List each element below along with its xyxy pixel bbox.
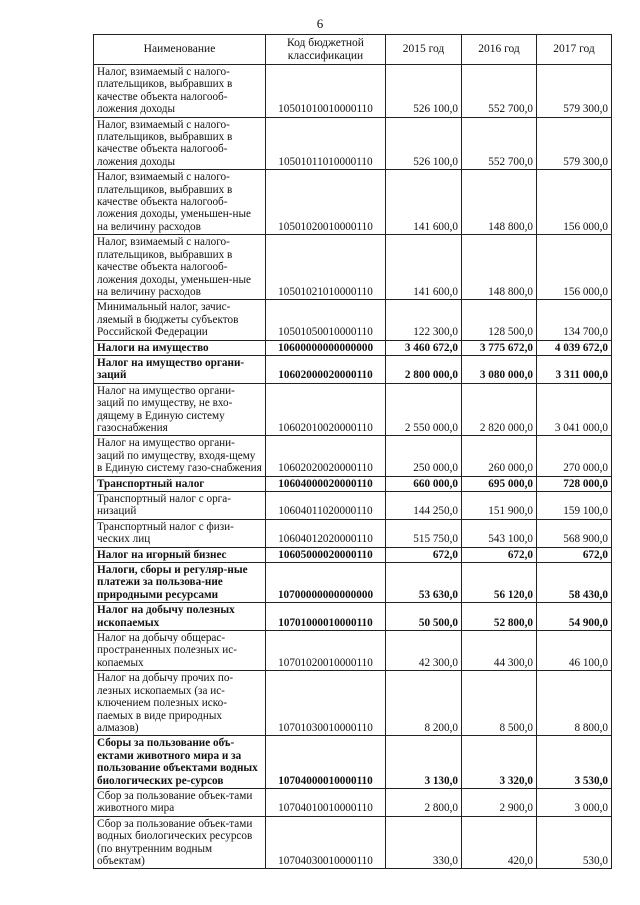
- row-name: Сборы за пользование объ-ектами животного мира и за пользование объектами водных биологических ре-сурсов: [94, 736, 266, 789]
- row-value-2016: 695 000,0: [462, 476, 537, 491]
- row-code: 10602020020000110: [266, 436, 386, 476]
- row-value-2017: 579 300,0: [537, 65, 612, 118]
- row-code: 10701020010000110: [266, 631, 386, 671]
- row-code: 10704030010000110: [266, 816, 386, 869]
- table-row: [94, 436, 612, 476]
- row-value-2015: 141 600,0: [386, 170, 462, 235]
- row-value-2016: 56 120,0: [462, 563, 537, 603]
- row-value-2015: 3 130,0: [386, 736, 462, 789]
- header-code: Код бюджетной классификации: [266, 35, 386, 65]
- row-name: Налог на игорный бизнес: [94, 547, 266, 562]
- table-row: [94, 563, 612, 603]
- row-value-2017: 672,0: [537, 547, 612, 562]
- row-value-2016: 672,0: [462, 547, 537, 562]
- row-value-2016: 2 820 000,0: [462, 383, 537, 436]
- row-value-2015: 8 200,0: [386, 671, 462, 736]
- row-value-2017: 8 800,0: [537, 671, 612, 736]
- table-row: [94, 383, 612, 436]
- row-name: Налог, взимаемый с налого-плательщиков, выбравших в качестве объекта налогооб-ложения доходы, уменьшен-ные на величину расходов: [94, 235, 266, 300]
- row-value-2016: 8 500,0: [462, 671, 537, 736]
- row-value-2016: 148 800,0: [462, 170, 537, 235]
- table-row: [94, 476, 612, 491]
- row-code: 10602000020000110: [266, 355, 386, 383]
- row-value-2017: 54 900,0: [537, 603, 612, 631]
- table-row: [94, 492, 612, 520]
- header-name: Наименование: [94, 35, 266, 65]
- row-code: 10704010010000110: [266, 788, 386, 816]
- row-name: Налог, взимаемый с налого-плательщиков, выбравших в качестве объекта налогооб-ложения доходы: [94, 117, 266, 170]
- row-code: 10604012020000110: [266, 519, 386, 547]
- row-code: 10605000020000110: [266, 547, 386, 562]
- row-code: 10501020010000110: [266, 170, 386, 235]
- row-value-2016: 543 100,0: [462, 519, 537, 547]
- page-number: 6: [316, 16, 324, 31]
- row-code: 10501021010000110: [266, 235, 386, 300]
- row-name: Налог на имущество органи-заций по имуществу, не вхо-дящему в Единую систему газоснабжения: [94, 383, 266, 436]
- row-value-2016: 3 080 000,0: [462, 355, 537, 383]
- row-value-2015: 672,0: [386, 547, 462, 562]
- row-value-2017: 4 039 672,0: [537, 340, 612, 355]
- row-name: Минимальный налог, зачис-ляемый в бюджеты субъектов Российской Федерации: [94, 300, 266, 340]
- row-code: 10704000010000110: [266, 736, 386, 789]
- row-value-2016: 552 700,0: [462, 65, 537, 118]
- row-value-2017: 3 530,0: [537, 736, 612, 789]
- table-row: [94, 519, 612, 547]
- row-value-2015: 526 100,0: [386, 117, 462, 170]
- row-value-2017: 3 000,0: [537, 788, 612, 816]
- row-value-2016: 3 320,0: [462, 736, 537, 789]
- row-name: Налог на добычу общерас-пространенных полезных ис-копаемых: [94, 631, 266, 671]
- row-value-2015: 122 300,0: [386, 300, 462, 340]
- row-value-2017: 568 900,0: [537, 519, 612, 547]
- row-value-2016: 128 500,0: [462, 300, 537, 340]
- row-value-2015: 42 300,0: [386, 631, 462, 671]
- row-code: 10501011010000110: [266, 117, 386, 170]
- row-value-2016: 44 300,0: [462, 631, 537, 671]
- header-2016: 2016 год: [462, 35, 537, 65]
- table-row: [94, 736, 612, 789]
- row-value-2017: 270 000,0: [537, 436, 612, 476]
- row-value-2015: 515 750,0: [386, 519, 462, 547]
- row-code: 10701000010000110: [266, 603, 386, 631]
- row-name: Налог на имущество органи-заций по имуществу, входя-щему в Единую систему газо-снабжения: [94, 436, 266, 476]
- table-row: [94, 170, 612, 235]
- row-value-2015: 330,0: [386, 816, 462, 869]
- row-value-2017: 58 430,0: [537, 563, 612, 603]
- row-value-2015: 2 550 000,0: [386, 383, 462, 436]
- row-value-2017: 134 700,0: [537, 300, 612, 340]
- row-value-2017: 3 041 000,0: [537, 383, 612, 436]
- table-row: [94, 788, 612, 816]
- table-row: [94, 65, 612, 118]
- row-value-2016: 52 800,0: [462, 603, 537, 631]
- row-value-2015: 2 800,0: [386, 788, 462, 816]
- row-name: Налог, взимаемый с налого-плательщиков, выбравших в качестве объекта налогооб-ложения доходы, уменьшен-ные на величину расходов: [94, 170, 266, 235]
- row-value-2017: 530,0: [537, 816, 612, 869]
- row-value-2017: 579 300,0: [537, 117, 612, 170]
- row-code: 10604000020000110: [266, 476, 386, 491]
- row-value-2016: 151 900,0: [462, 492, 537, 520]
- row-value-2016: 148 800,0: [462, 235, 537, 300]
- row-name: Транспортный налог с физи-ческих лиц: [94, 519, 266, 547]
- row-code: 10701030010000110: [266, 671, 386, 736]
- row-value-2017: 728 000,0: [537, 476, 612, 491]
- row-code: 10501010010000110: [266, 65, 386, 118]
- table-row: [94, 117, 612, 170]
- row-name: Сбор за пользование объек-тами водных биологических ресурсов (по внутренним водным объектам): [94, 816, 266, 869]
- row-name: Сбор за пользование объек-тами животного мира: [94, 788, 266, 816]
- row-name: Налоги на имущество: [94, 340, 266, 355]
- table-row: [94, 235, 612, 300]
- row-value-2016: 260 000,0: [462, 436, 537, 476]
- row-code: 10604011020000110: [266, 492, 386, 520]
- row-value-2016: 420,0: [462, 816, 537, 869]
- row-value-2015: 144 250,0: [386, 492, 462, 520]
- row-code: 10501050010000110: [266, 300, 386, 340]
- row-name: Налог на имущество органи-заций: [94, 355, 266, 383]
- row-value-2015: 50 500,0: [386, 603, 462, 631]
- table-row: [94, 631, 612, 671]
- row-value-2017: 3 311 000,0: [537, 355, 612, 383]
- row-value-2017: 46 100,0: [537, 631, 612, 671]
- table-row: [94, 547, 612, 562]
- row-code: 10700000000000000: [266, 563, 386, 603]
- table-row: [94, 340, 612, 355]
- row-value-2017: 156 000,0: [537, 170, 612, 235]
- row-value-2016: 552 700,0: [462, 117, 537, 170]
- row-name: Налоги, сборы и регуляр-ные платежи за пользова-ние природными ресурсами: [94, 563, 266, 603]
- table-row: [94, 355, 612, 383]
- row-name: Налог, взимаемый с налого-плательщиков, выбравших в качестве объекта налогооб-ложения доходы: [94, 65, 266, 118]
- row-value-2015: 2 800 000,0: [386, 355, 462, 383]
- budget-table: [93, 34, 612, 869]
- row-value-2016: 3 775 672,0: [462, 340, 537, 355]
- table-row: [94, 816, 612, 869]
- row-name: Транспортный налог с орга-низаций: [94, 492, 266, 520]
- row-value-2015: 526 100,0: [386, 65, 462, 118]
- header-2015: 2015 год: [386, 35, 462, 65]
- row-value-2015: 53 630,0: [386, 563, 462, 603]
- table-row: [94, 300, 612, 340]
- table-row: [94, 603, 612, 631]
- row-name: Налог на добычу полезных ископаемых: [94, 603, 266, 631]
- row-name: Транспортный налог: [94, 476, 266, 491]
- row-value-2017: 159 100,0: [537, 492, 612, 520]
- header-2017: 2017 год: [537, 35, 612, 65]
- row-code: 10602010020000110: [266, 383, 386, 436]
- row-value-2015: 250 000,0: [386, 436, 462, 476]
- row-value-2016: 2 900,0: [462, 788, 537, 816]
- row-value-2015: 3 460 672,0: [386, 340, 462, 355]
- table-header-row: [94, 35, 612, 65]
- row-value-2015: 660 000,0: [386, 476, 462, 491]
- row-value-2015: 141 600,0: [386, 235, 462, 300]
- table-row: [94, 671, 612, 736]
- row-value-2017: 156 000,0: [537, 235, 612, 300]
- row-code: 10600000000000000: [266, 340, 386, 355]
- row-name: Налог на добычу прочих по-лезных ископаемых (за ис-ключением полезных иско-паемых в виде природных алмазов): [94, 671, 266, 736]
